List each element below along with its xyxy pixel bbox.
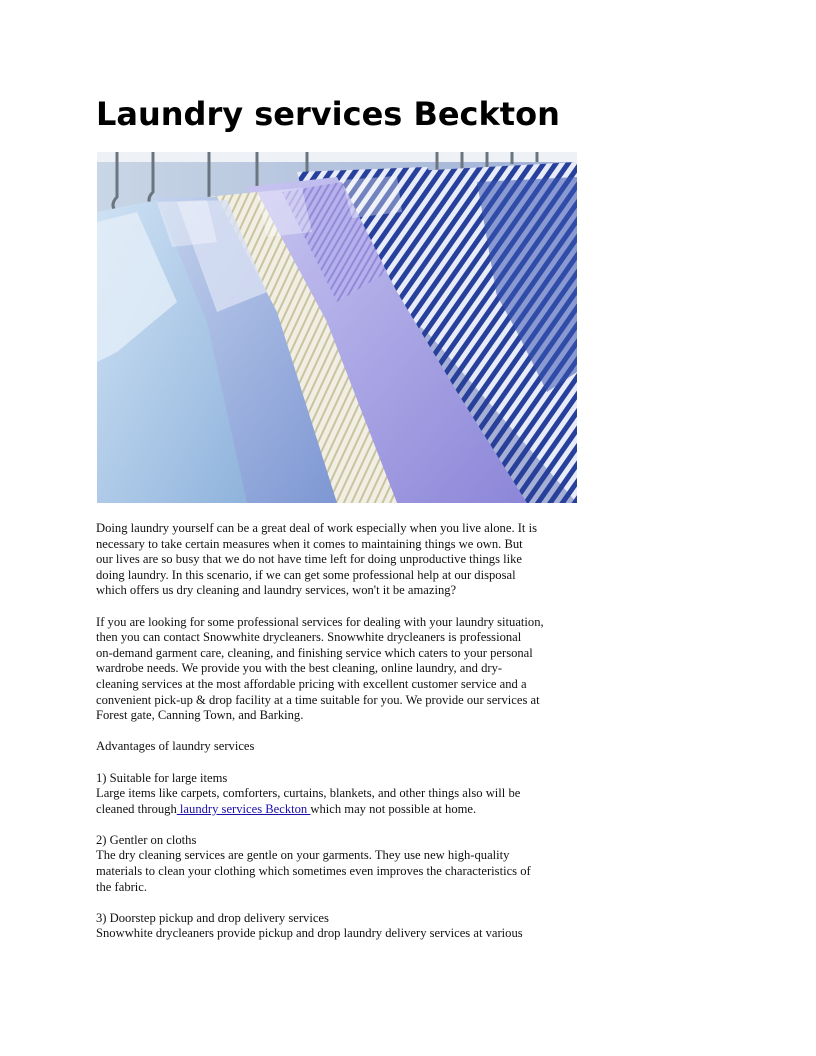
text-line: The dry cleaning services are gentle on your garments. They use new high-quality — [96, 848, 510, 863]
text-line — [96, 802, 576, 818]
text-line: Forest gate, Canning Town, and Barking. — [96, 708, 304, 723]
advantage-item-2 — [96, 833, 576, 895]
advantage-heading: 1) Suitable for large items — [96, 770, 228, 785]
text-line: Doing laundry yourself can be a great deal of work especially when you live alone. It is — [96, 521, 537, 535]
text-line: cleaning services at the most affordable pricing with excellent customer service and a — [96, 676, 527, 691]
shirts-on-hangers-image — [97, 152, 577, 503]
text-line: Large items like carpets, comforters, curtains, blankets, and other things also will be — [96, 786, 521, 801]
article-body — [96, 521, 576, 958]
advantages-heading-text: Advantages of laundry services — [96, 739, 255, 754]
text-line: which offers us dry cleaning and laundry services, won't it be amazing? — [96, 583, 457, 598]
advantages-heading — [96, 739, 576, 755]
text-line: the fabric. — [96, 879, 148, 894]
laundry-services-beckton-link[interactable]: laundry services Beckton — [176, 801, 311, 816]
text-line: necessary to take certain measures when it comes to maintaining things we own. But — [96, 536, 523, 551]
text-line: If you are looking for some professional services for dealing with your laundry situation, — [96, 614, 544, 629]
text-line: our lives are so busy that we do not have time left for doing unproductive things like — [96, 552, 522, 567]
text-line: then you can contact Snowwhite drycleaners. Snowwhite drycleaners is professional — [96, 630, 522, 645]
text-fragment: which may not possible at home. — [310, 801, 477, 816]
advantage-item-3 — [96, 911, 576, 942]
text-line: convenient pick-up & drop facility at a time suitable for you. We provide our services at — [96, 692, 540, 707]
text-fragment: cleaned through — [96, 801, 177, 816]
text-line: materials to clean your clothing which sometimes even improves the characteristics of — [96, 864, 531, 879]
page-title: Laundry services Beckton — [96, 95, 560, 133]
text-line: wardrobe needs. We provide you with the best cleaning, online laundry, and dry- — [96, 661, 503, 676]
advantage-heading: 3) Doorstep pickup and drop delivery services — [96, 910, 329, 925]
advantage-item-1 — [96, 771, 576, 818]
advantage-heading: 2) Gentler on cloths — [96, 832, 197, 847]
text-line: doing laundry. In this scenario, if we can get some professional help at our disposal — [96, 567, 516, 582]
contact-paragraph — [96, 615, 576, 724]
intro-paragraph — [96, 521, 576, 599]
text-line: on-demand garment care, cleaning, and finishing service which caters to your personal — [96, 645, 533, 660]
text-line: Snowwhite drycleaners provide pickup and drop laundry delivery services at various — [96, 926, 523, 941]
